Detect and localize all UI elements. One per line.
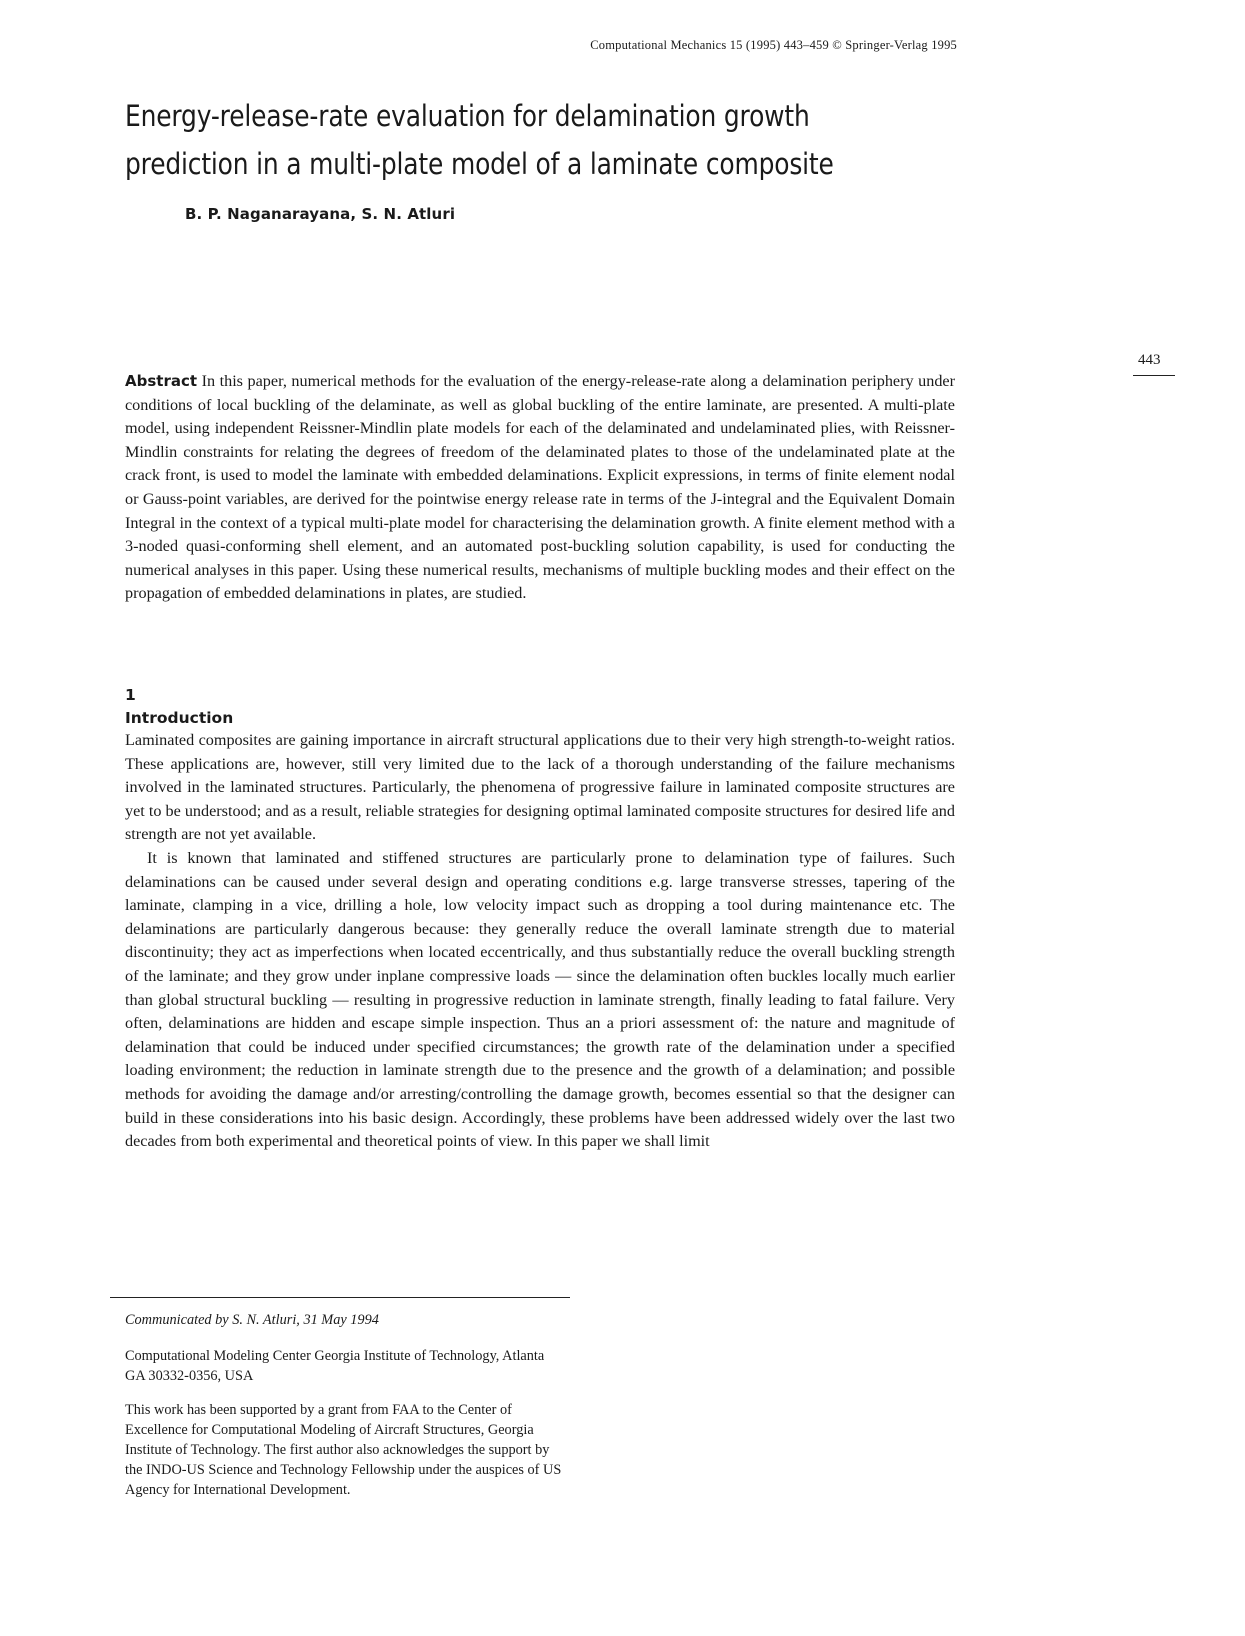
support-note: This work has been supported by a grant from FAA to the Center of Excellence for Computational Modeling of Aircraft Structures, Georgia Institute of Technology. The first author also acknowledges the support by the INDO-US Science and Technology Fellowship under the auspices of US Agency for International Development. bbox=[125, 1402, 562, 1498]
introduction-body bbox=[125, 729, 955, 1154]
abstract-text: In this paper, numerical methods for the evaluation of the energy-release-rate along a delamination periphery under conditions of local buckling of the delaminate, as well as global buckling of the entire laminate, are presented. A multi-plate model, using independent Reissner-Mindlin plate models for each of the delaminated and undelaminated plies, with Reissner-Mindlin constraints for relating the degrees of freedom of the delaminated plates to those of the undelaminated plate at the crack front, is used to model the laminate with embedded delaminations. Explicit expressions, in terms of finite element nodal or Gauss-point variables, are derived for the pointwise energy release rate in terms of the J-integral and the Equivalent Domain Integral in the context of a typical multi-plate model for characterising the delamination growth. A finite element method with a 3-noded quasi-conforming shell element, and an automated post-buckling solution capability, is used for conducting the numerical analyses in this paper. Using these numerical results, mechanisms of multiple buckling modes and their effect on the propagation of embedded delaminations in plates, are studied. bbox=[125, 372, 955, 603]
footnote-divider bbox=[110, 1297, 570, 1298]
section-title: Introduction bbox=[125, 709, 234, 727]
journal-header: Computational Mechanics 15 (1995) 443–459 © Springer-Verlag 1995 bbox=[590, 38, 957, 52]
abstract-label: Abstract bbox=[125, 372, 198, 390]
page-number: 443 bbox=[1138, 352, 1161, 368]
intro-paragraph-2: It is known that laminated and stiffened structures are particularly prone to delamination type of failures. Such delaminations can be caused under several design and operating conditions e.g. large transverse stresses, tapering of the laminate, clamping in a vice, drilling a hole, low velocity impact such as dropping a tool during maintenance etc. The delaminations are particularly dangerous because: they generally reduce the overall laminate strength due to material discontinuity; they act as imperfections when located eccentrically, and thus substantially reduce the overall buckling strength of the laminate; and they grow under inplane compressive loads — since the delamination often buckles locally much earlier than global structural buckling — resulting in progressive reduction in laminate strength, finally leading to fatal failure. Very often, delaminations are hidden and escape simple inspection. Thus an a priori assessment of: the nature and magnitude of delamination that could be induced under specified circumstances; the growth rate of the delamination under a specified loading environment; the reduction in laminate strength due to the presence and the growth of a delamination; and possible methods for avoiding the damage and/or arresting/controlling the damage growth, becomes essential so that the designer can build in these considerations into his basic design. Accordingly, these problems have been addressed widely over the last two decades from both experimental and theoretical points of view. In this paper we shall limit bbox=[125, 848, 955, 1151]
page-number-rule bbox=[1133, 375, 1175, 376]
affiliation-note: Computational Modeling Center Georgia Institute of Technology, Atlanta GA 30332-0356, USA bbox=[125, 1348, 545, 1384]
communicated-note: Communicated by S. N. Atluri, 31 May 1994 bbox=[125, 1312, 379, 1328]
abstract bbox=[125, 370, 955, 606]
section-number: 1 bbox=[125, 686, 136, 704]
footnotes bbox=[125, 1310, 565, 1514]
section-heading bbox=[125, 684, 233, 730]
authors: B. P. Naganarayana, S. N. Atluri bbox=[185, 205, 456, 223]
paper-title: Energy-release-rate evaluation for delamination growth prediction in a multi-plate model of a laminate composite bbox=[125, 99, 834, 181]
intro-paragraph-1: Laminated composites are gaining importance in aircraft structural applications due to their very high strength-to-weight ratios. These applications are, however, still very limited due to the lack of a thorough understanding of the failure mechanisms involved in the laminated structures. Particularly, the phenomena of progressive failure in laminated composite structures are yet to be understood; and as a result, reliable strategies for designing optimal laminated composite structures for desired life and strength are not yet available. bbox=[125, 731, 955, 844]
